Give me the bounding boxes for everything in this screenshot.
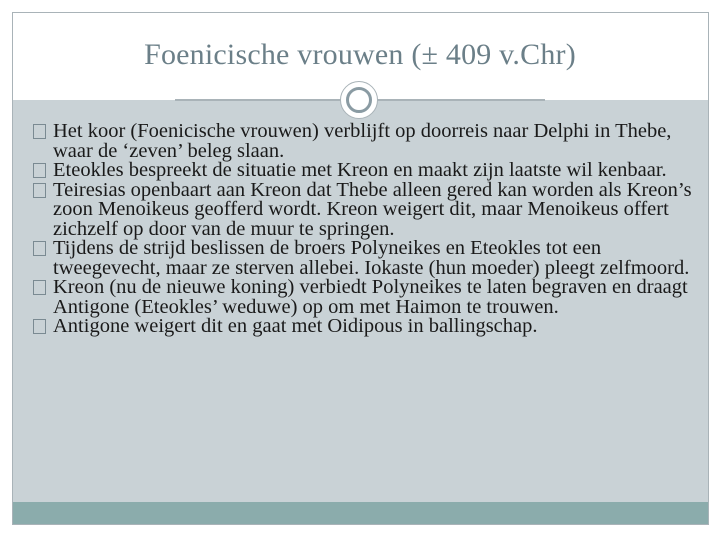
bullet-text: Antigone weigert dit en gaat met Oidipous in ballingschap. — [53, 315, 538, 337]
slide-title: Foenicische vrouwen (± 409 v.Chr) — [144, 38, 576, 71]
square-bullet-icon — [33, 124, 46, 139]
bullet-item — [30, 278, 700, 317]
square-bullet-icon — [33, 183, 46, 198]
bullet-text: Tijdens de strijd beslissen de broers Polyneikes en Eteokles tot een tweegevecht, maar ze sterven allebei. Iokaste (hun moeder) pleegt zelfmoord. — [53, 237, 690, 279]
medallion-ring — [346, 87, 372, 113]
footer-bar — [13, 502, 708, 524]
bullet-item — [30, 178, 700, 240]
bullet-item — [30, 239, 700, 278]
bullet-text: Kreon (nu de nieuwe koning) verbiedt Polyneikes te laten begraven en draagt Antigone (Eteokles’ weduwe) op om met Haimon te trouwen. — [53, 276, 688, 318]
bullet-text: Eteokles bespreekt de situatie met Kreon en maakt zijn laatste wil kenbaar. — [53, 159, 667, 181]
circle-medallion-icon — [340, 81, 378, 119]
square-bullet-icon — [33, 319, 46, 334]
square-bullet-icon — [33, 280, 46, 295]
bullet-list — [30, 122, 700, 337]
bullet-item — [30, 122, 700, 161]
square-bullet-icon — [33, 241, 46, 256]
square-bullet-icon — [33, 163, 46, 178]
bullet-text: Het koor (Foenicische vrouwen) verblijft op doorreis naar Delphi in Thebe, waar de ‘zeven’ beleg slaan. — [53, 120, 672, 162]
bullet-text: Teiresias openbaart aan Kreon dat Thebe alleen gered kan worden als Kreon’s zoon Menoikeus geofferd wordt. Kreon weigert dit, maar Menoikeus offert zichzelf op door van de muur te springen. — [53, 178, 692, 240]
bullet-item — [30, 317, 700, 337]
